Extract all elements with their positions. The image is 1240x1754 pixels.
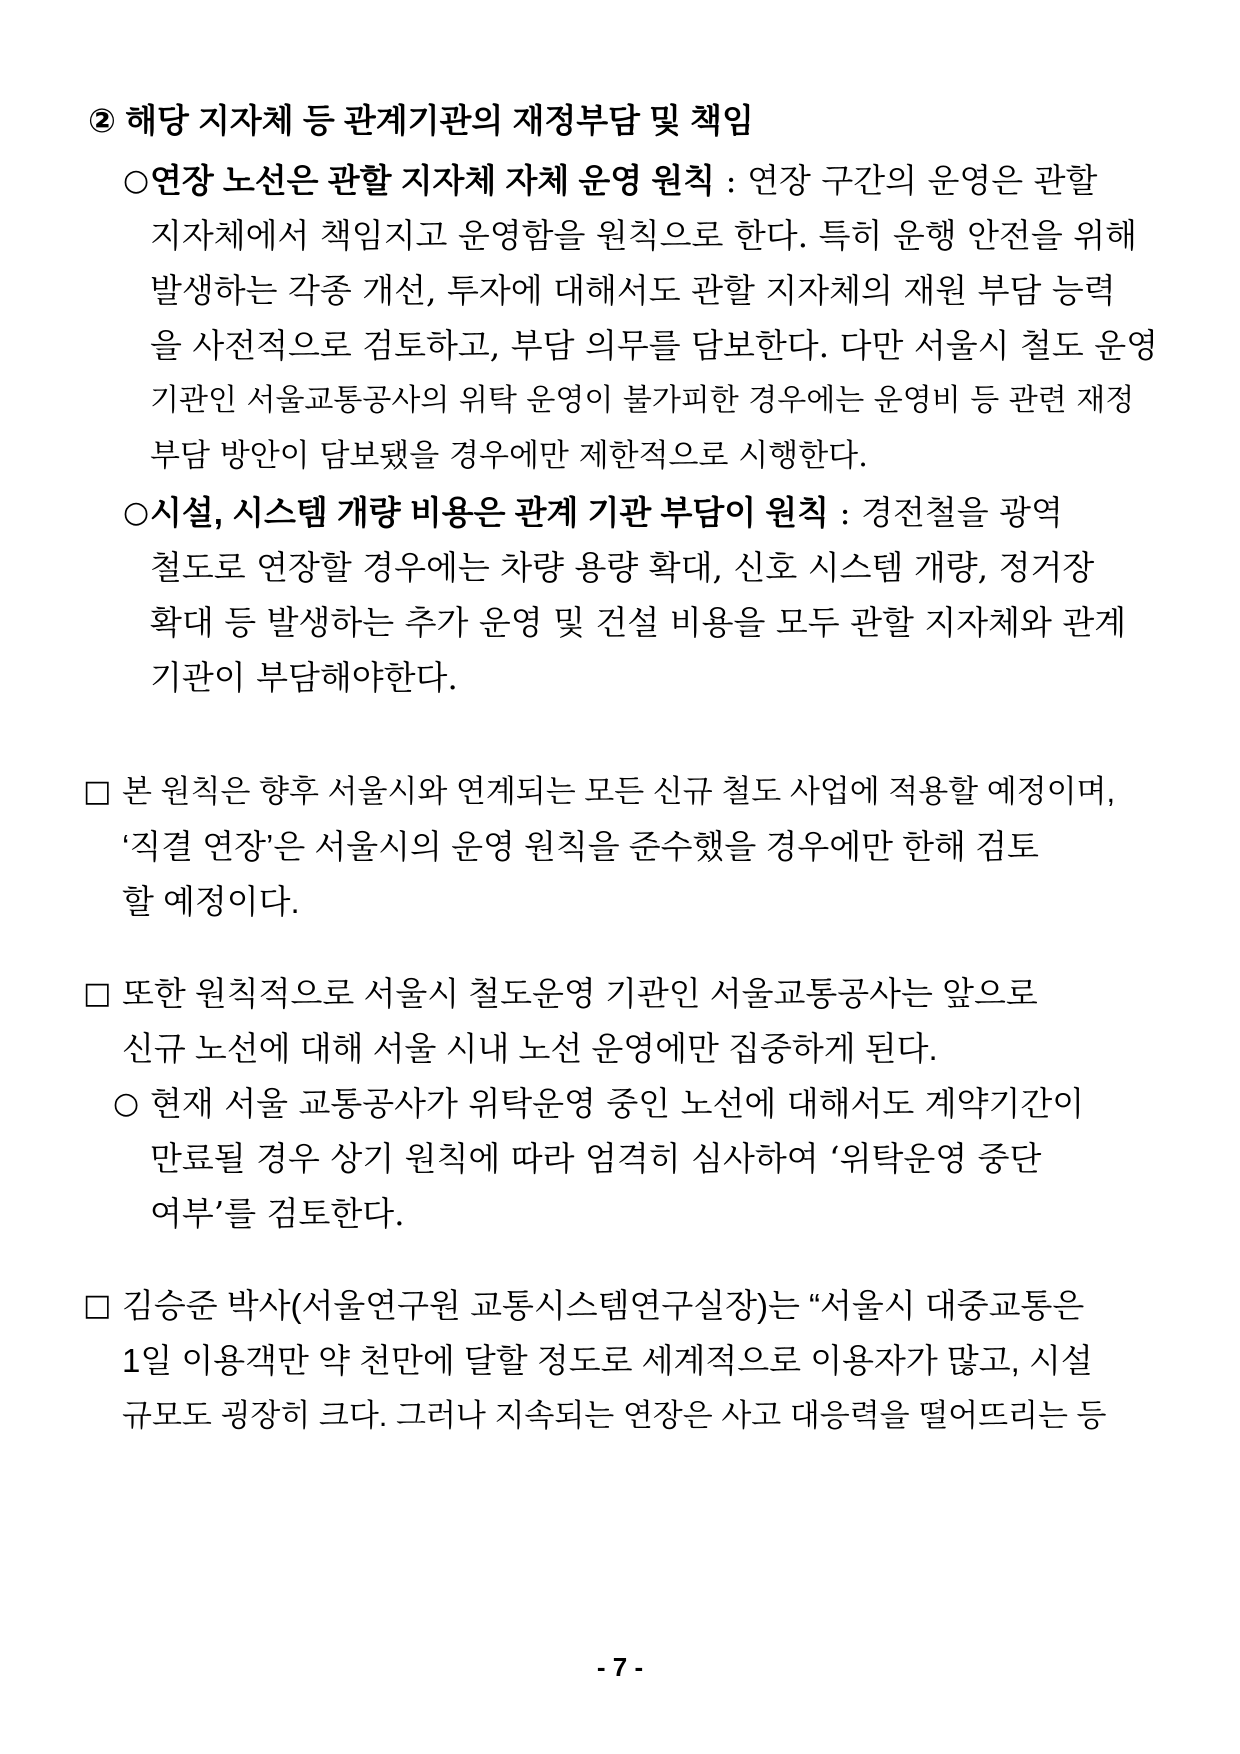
box2-line-2: 신규 노선에 대해 서울 시내 노선 운영에만 집중하게 된다. <box>122 1030 938 1067</box>
sec1-line-3: 발생하는 각종 개선, 투자에 대해서도 관할 지자체의 재원 부담 능력 <box>150 271 1116 310</box>
checkbox-square-icon: □ <box>83 774 112 809</box>
sec2-line-2: 철도로 연장할 경우에는 차량 용량 확대, 신호 시스템 개량, 정거장 <box>150 548 1095 587</box>
box3-line-1: 김승준 박사(서울연구원 교통시스템연구실장)는 “서울시 대중교통은 <box>122 1287 1085 1324</box>
box1-line-1: 본 원칙은 향후 서울시와 연계되는 모든 신규 철도 사업에 적용할 예정이며, <box>122 774 1116 809</box>
box1-line-2: ‘직결 연장’은 서울시의 운영 원칙을 준수했을 경우에만 한해 검토 <box>122 828 1039 865</box>
page-number: - 7 - <box>596 1652 644 1682</box>
sec1-line-5: 기관인 서울교통공사의 위탁 운영이 불가피한 경우에는 운영비 등 관련 재정 <box>150 383 1135 418</box>
sec1-line-1-text: 연장 구간의 운영은 관할 <box>747 161 1098 200</box>
sec1-line-4: 을 사전적으로 검토하고, 부담 의무를 담보한다. 다만 서울시 철도 운영 <box>150 326 1158 365</box>
sec3-line-1: 현재 서울 교통공사가 위탁운영 중인 노선에 대해서도 계약기간이 <box>150 1084 1085 1123</box>
sec2-line-3: 확대 등 발생하는 추가 운영 및 건설 비용을 모두 관할 지자체와 관계 <box>150 603 1127 642</box>
box3-line-2: 1일 이용객만 약 천만에 달할 정도로 세계적으로 이용자가 많고, 시설 <box>122 1342 1093 1379</box>
bullet-circle-icon: ○ <box>113 1086 140 1121</box>
sec1-line-6: 부담 방안이 담보됐을 경우에만 제한적으로 시행한다. <box>150 438 868 474</box>
checkbox-square-icon: □ <box>83 976 112 1011</box>
sec2-title: 시설, 시스템 개량 비용은 관계 기관 부담이 원칙 <box>150 494 830 531</box>
box1-line-3: 할 예정이다. <box>122 883 300 920</box>
sec1-line-1 <box>150 161 1098 201</box>
sec1-separator: : <box>715 161 748 200</box>
section-heading: ② 해당 지자체 등 관계기관의 재정부담 및 책임 <box>88 102 754 139</box>
sec2-line-4: 기관이 부담해야한다. <box>150 658 458 697</box>
sec3-line-2: 만료될 경우 상기 원칙에 따라 엄격히 심사하여 ‘위탁운영 중단 <box>150 1139 1042 1178</box>
box2-line-1: 또한 원칙적으로 서울시 철도운영 기관인 서울교통공사는 앞으로 <box>122 975 1038 1012</box>
checkbox-square-icon: □ <box>83 1288 112 1323</box>
sec3-line-3: 여부’를 검토한다. <box>150 1194 405 1233</box>
sec1-title: 연장 노선은 관할 지자체 자체 운영 원칙 <box>150 162 716 199</box>
sec2-line-1 <box>150 493 1063 533</box>
sec2-line-1-text: 경전철을 광역 <box>861 493 1063 532</box>
bullet-circle-icon: ○ <box>123 495 150 530</box>
bullet-circle-icon: ○ <box>123 163 150 198</box>
box3-line-3: 규모도 굉장히 크다. 그러나 지속되는 연장은 사고 대응력을 떨어뜨리는 등 <box>122 1398 1107 1433</box>
sec2-separator: : <box>829 493 862 532</box>
sec1-line-2: 지자체에서 책임지고 운영함을 원칙으로 한다. 특히 운행 안전을 위해 <box>150 216 1137 255</box>
